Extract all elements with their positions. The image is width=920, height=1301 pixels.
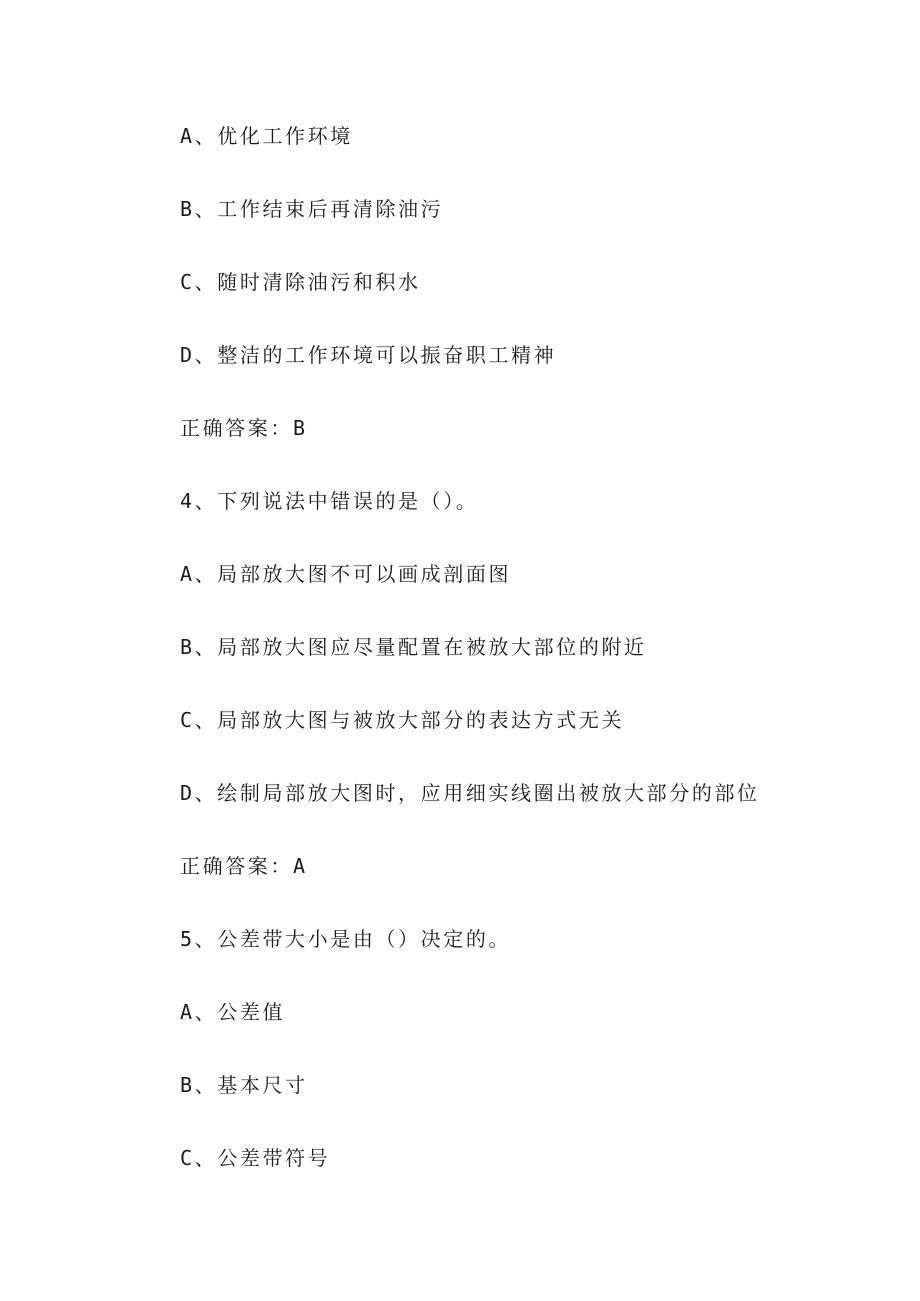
q4-option-a: A、局部放大图不可以画成剖面图 xyxy=(180,562,512,586)
q4-option-d: D、绘制局部放大图时，应用细实线圈出被放大部分的部位 xyxy=(180,781,760,805)
q3-option-d: D、整洁的工作环境可以振奋职工精神 xyxy=(180,343,557,367)
q3-option-a: A、优化工作环境 xyxy=(180,124,353,148)
q4-question: 4、下列说法中错误的是（）。 xyxy=(180,489,479,513)
q5-option-b: B、基本尺寸 xyxy=(180,1073,308,1097)
q3-answer: 正确答案：B xyxy=(180,416,308,440)
q5-option-c: C、公差带符号 xyxy=(180,1146,331,1170)
q3-option-c: C、随时清除油污和积水 xyxy=(180,270,421,294)
q4-option-b: B、局部放大图应尽量配置在被放大部位的附近 xyxy=(180,635,647,659)
q4-answer: 正确答案：A xyxy=(180,854,308,878)
q5-option-a: A、公差值 xyxy=(180,1000,286,1024)
q3-option-b: B、工作结束后再清除油污 xyxy=(180,197,444,221)
q4-option-c: C、局部放大图与被放大部分的表达方式无关 xyxy=(180,708,625,732)
q5-question: 5、公差带大小是由（）决定的。 xyxy=(180,927,512,951)
